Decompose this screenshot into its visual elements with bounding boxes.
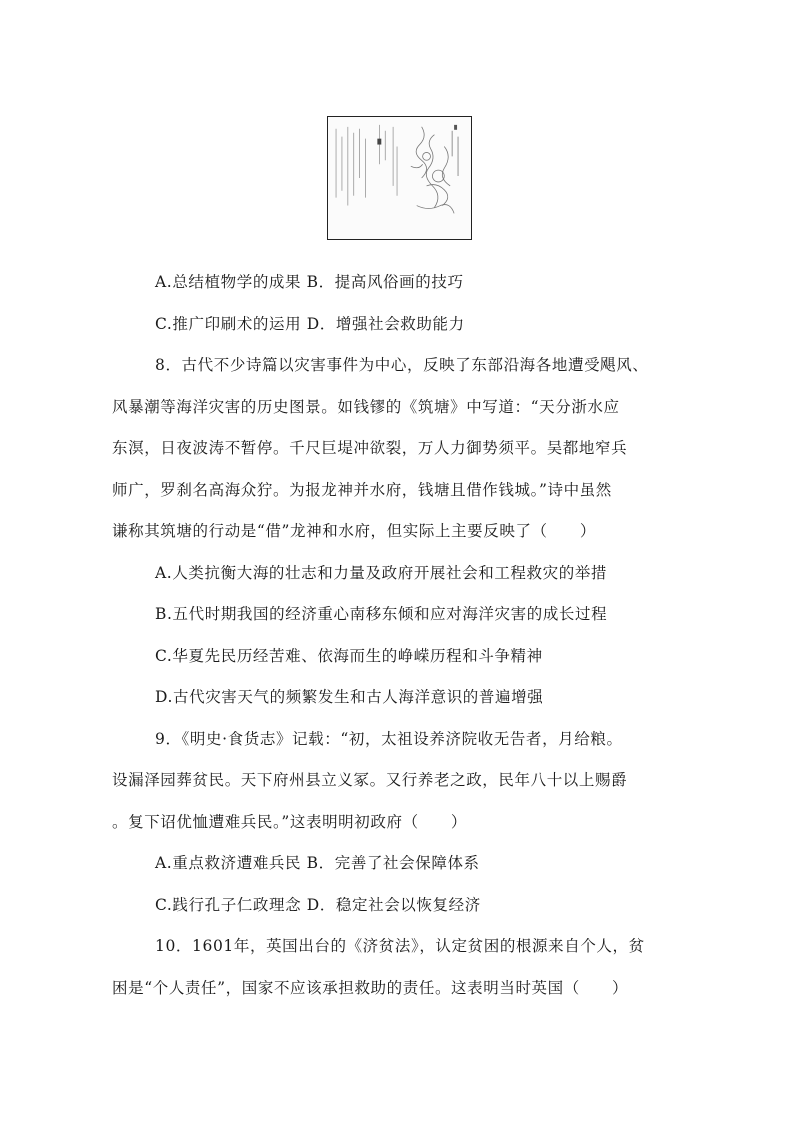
q8-option-b: B.五代时期我国的经济重心南移东倾和应对海洋灾害的成长过程 bbox=[155, 605, 608, 623]
q9-stem-line: 。复下诏优恤遭难兵民。”这表明明初政府（ ） bbox=[112, 812, 467, 831]
q8-option-d: D.古代灾害天气的频繁发生和古人海洋意识的普遍增强 bbox=[155, 688, 544, 706]
q7-option-line: A.总结植物学的成果 B．提高风俗画的技巧 bbox=[155, 273, 464, 291]
q9-option-line: C.践行孔子仁政理念 D．稳定社会以恢复经济 bbox=[155, 895, 481, 914]
question-illustration bbox=[327, 116, 472, 240]
q8-stem-line: 风暴潮等海洋灾害的历史图景。如钱镠的《筑塘》中写道：“天分浙水应 bbox=[112, 397, 620, 416]
q9-option-line: A.重点救济遭难兵民 B．完善了社会保障体系 bbox=[155, 854, 480, 872]
q10-stem-line: 困是“个人责任”，国家不应该承担救助的责任。这表明当时英国（ ） bbox=[112, 978, 629, 997]
q8-stem-line: 谦称其筑塘的行动是“借”龙神和水府，但实际上主要反映了（ ） bbox=[112, 522, 596, 540]
q8-stem-line: 东溟，日夜波涛不暂停。千尺巨堤冲欲裂，万人力御势须平。吴都地窄兵 bbox=[112, 439, 628, 457]
q8-option-a: A.人类抗衡大海的壮志和力量及政府开展社会和工程救灾的举措 bbox=[155, 563, 608, 582]
ancient-painting-image bbox=[328, 117, 471, 239]
q8-stem-line: 8．古代不少诗篇以灾害事件为中心，反映了东部沿海各地遭受飓风、 bbox=[155, 356, 649, 374]
q8-stem-line: 师广，罗刹名高海众狞。为报龙神并水府，钱塘且借作钱城。”诗中虽然 bbox=[112, 480, 612, 499]
q7-option-line: C.推广印刷术的运用 D．增强社会救助能力 bbox=[155, 314, 465, 333]
q10-stem-line: 10．1601年，英国出台的《济贫法》，认定贫困的根源来自个人，贫 bbox=[155, 937, 645, 955]
q8-option-c: C.华夏先民历经苦难、依海而生的峥嵘历程和斗争精神 bbox=[155, 646, 543, 665]
q9-stem-line: 9．《明史·食货志》记载：“初，太祖设养济院收无告者，月给粮。 bbox=[155, 729, 623, 748]
q9-stem-line: 设漏泽园葬贫民。天下府州县立义冢。又行养老之政，民年八十以上赐爵 bbox=[112, 771, 628, 789]
question-text bbox=[112, 262, 684, 1009]
